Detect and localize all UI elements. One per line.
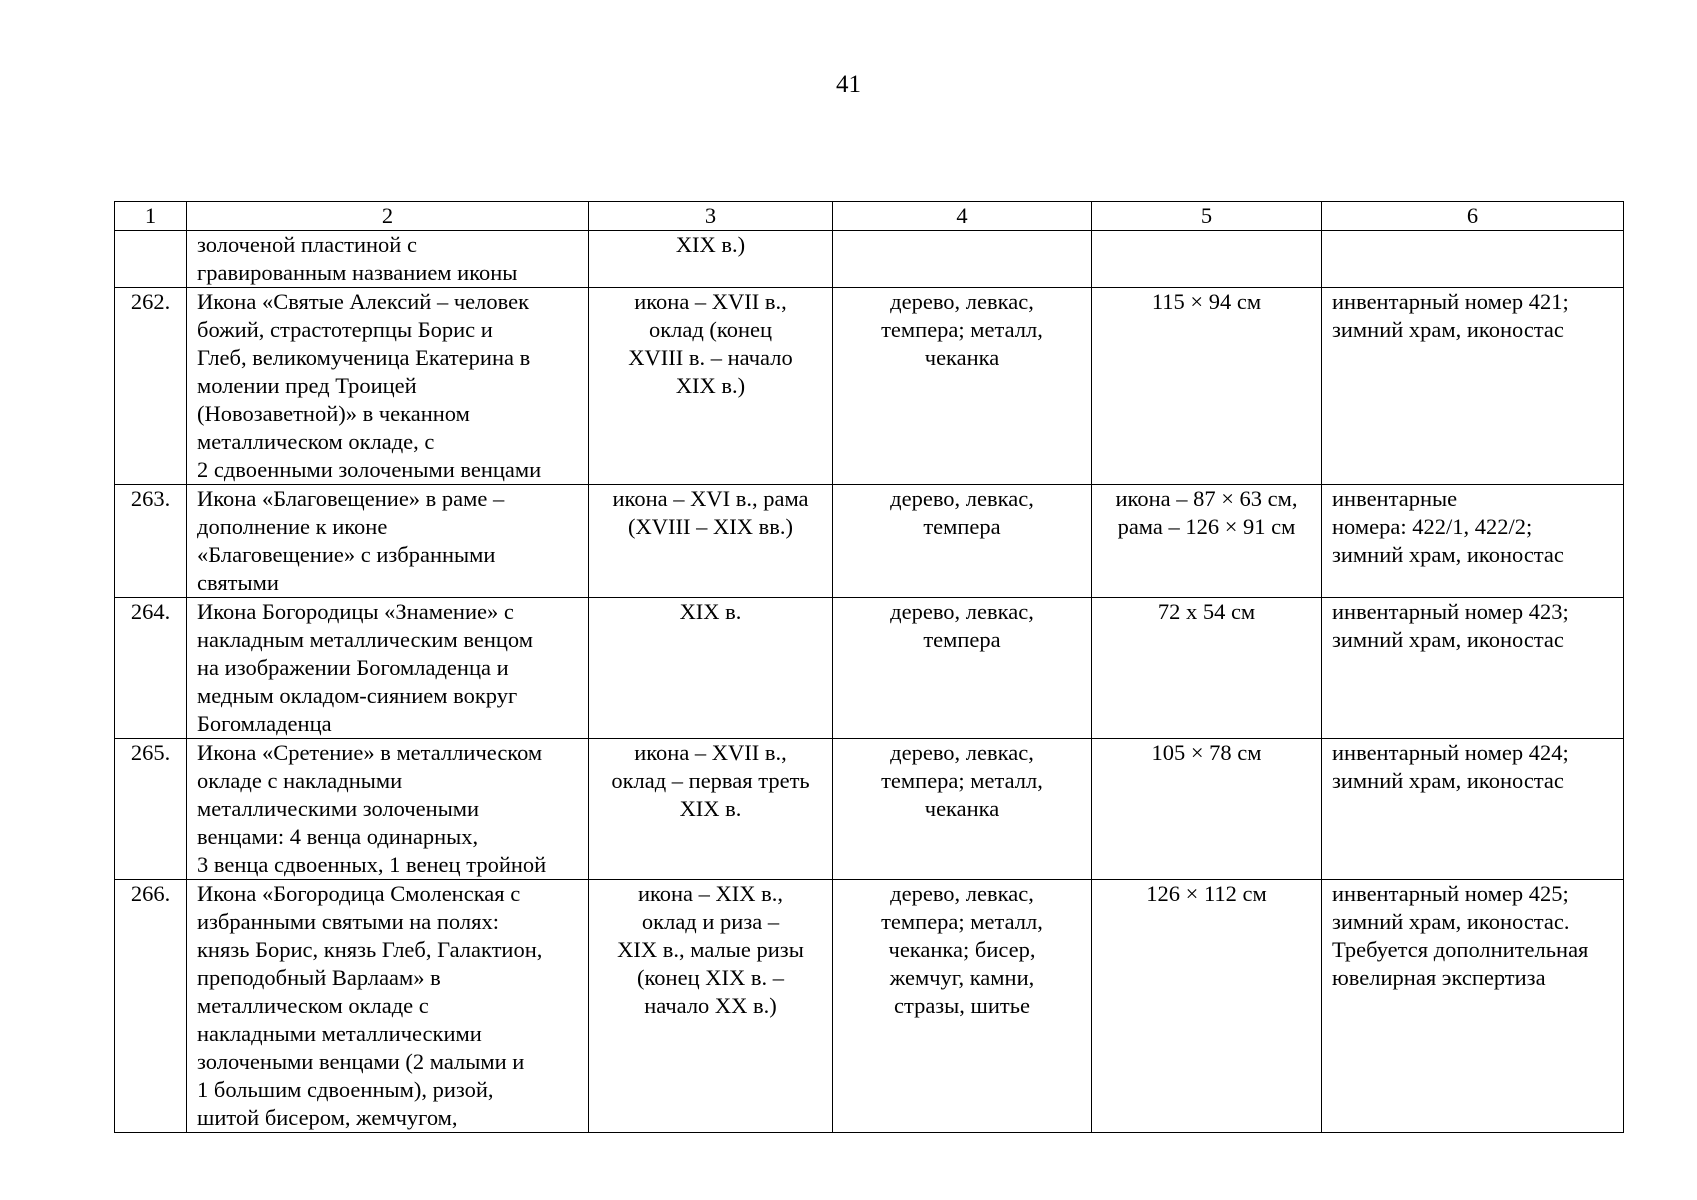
registry-table: [114, 201, 1624, 1133]
item-size: 105 × 78 см: [1092, 739, 1322, 880]
item-name: Икона «Сретение» в металлическом окладе с накладными металлическими золочеными венцами: 4 венца одинарных, 3 венца сдвоенных, 1 венец тройной: [187, 739, 589, 880]
table-row: [115, 739, 1624, 880]
item-dating: XIX в.: [589, 598, 833, 739]
table-row: [115, 880, 1624, 1133]
item-note: инвентарный номер 421; зимний храм, иконостас: [1322, 288, 1624, 485]
item-name: Икона «Благовещение» в раме – дополнение к иконе «Благовещение» с избранными святыми: [187, 485, 589, 598]
item-material: дерево, левкас, темпера; металл, чеканка; бисер, жемчуг, камни, стразы, шитье: [833, 880, 1092, 1133]
page-number: 41: [836, 71, 861, 98]
item-size: 126 × 112 см: [1092, 880, 1322, 1133]
table-row: [115, 288, 1624, 485]
item-number: 262.: [115, 288, 187, 485]
item-dating: XIX в.): [589, 231, 833, 288]
item-dating: икона – XVII в., оклад – первая треть XIX в.: [589, 739, 833, 880]
column-header: 1: [115, 202, 187, 231]
table-header-row: [115, 202, 1624, 231]
item-size: [1092, 231, 1322, 288]
column-header: 6: [1322, 202, 1624, 231]
item-number: 266.: [115, 880, 187, 1133]
item-number: [115, 231, 187, 288]
item-size: 72 х 54 см: [1092, 598, 1322, 739]
item-note: инвентарные номера: 422/1, 422/2; зимний храм, иконостас: [1322, 485, 1624, 598]
item-number: 264.: [115, 598, 187, 739]
item-name: Икона Богородицы «Знамение» с накладным металлическим венцом на изображении Богомладенца и медным окладом-сиянием вокруг Богомладенца: [187, 598, 589, 739]
item-material: дерево, левкас, темпера; металл, чеканка: [833, 739, 1092, 880]
column-header: 3: [589, 202, 833, 231]
item-name: золоченой пластиной с гравированным названием иконы: [187, 231, 589, 288]
item-dating: икона – XIX в., оклад и риза – XIX в., малые ризы (конец XIX в. – начало XX в.): [589, 880, 833, 1133]
table-row: [115, 598, 1624, 739]
item-size: икона – 87 × 63 см, рама – 126 × 91 см: [1092, 485, 1322, 598]
item-note: [1322, 231, 1624, 288]
item-size: 115 × 94 см: [1092, 288, 1322, 485]
item-material: дерево, левкас, темпера: [833, 598, 1092, 739]
item-dating: икона – XVII в., оклад (конец XVIII в. – начало XIX в.): [589, 288, 833, 485]
item-dating: икона – XVI в., рама (XVIII – XIX вв.): [589, 485, 833, 598]
item-note: инвентарный номер 425; зимний храм, иконостас. Требуется дополнительная ювелирная экспертиза: [1322, 880, 1624, 1133]
column-header: 2: [187, 202, 589, 231]
column-header: 4: [833, 202, 1092, 231]
item-name: Икона «Святые Алексий – человек божий, страстотерпцы Борис и Глеб, великомученица Екатерина в молении пред Троицей (Новозаветной)» в чеканном металлическом окладе, с 2 сдвоенными золочеными венцами: [187, 288, 589, 485]
table-row: [115, 485, 1624, 598]
item-material: дерево, левкас, темпера: [833, 485, 1092, 598]
item-material: дерево, левкас, темпера; металл, чеканка: [833, 288, 1092, 485]
column-header: 5: [1092, 202, 1322, 231]
table-row: [115, 231, 1624, 288]
item-number: 263.: [115, 485, 187, 598]
item-note: инвентарный номер 424; зимний храм, иконостас: [1322, 739, 1624, 880]
item-note: инвентарный номер 423; зимний храм, иконостас: [1322, 598, 1624, 739]
item-material: [833, 231, 1092, 288]
item-number: 265.: [115, 739, 187, 880]
item-name: Икона «Богородица Смоленская с избранными святыми на полях: князь Борис, князь Глеб, Галактион, преподобный Варлаам» в металлическом окладе с накладными металлическими золочеными венцами (2 малыми и 1 большим сдвоенным), ризой, шитой бисером, жемчугом,: [187, 880, 589, 1133]
